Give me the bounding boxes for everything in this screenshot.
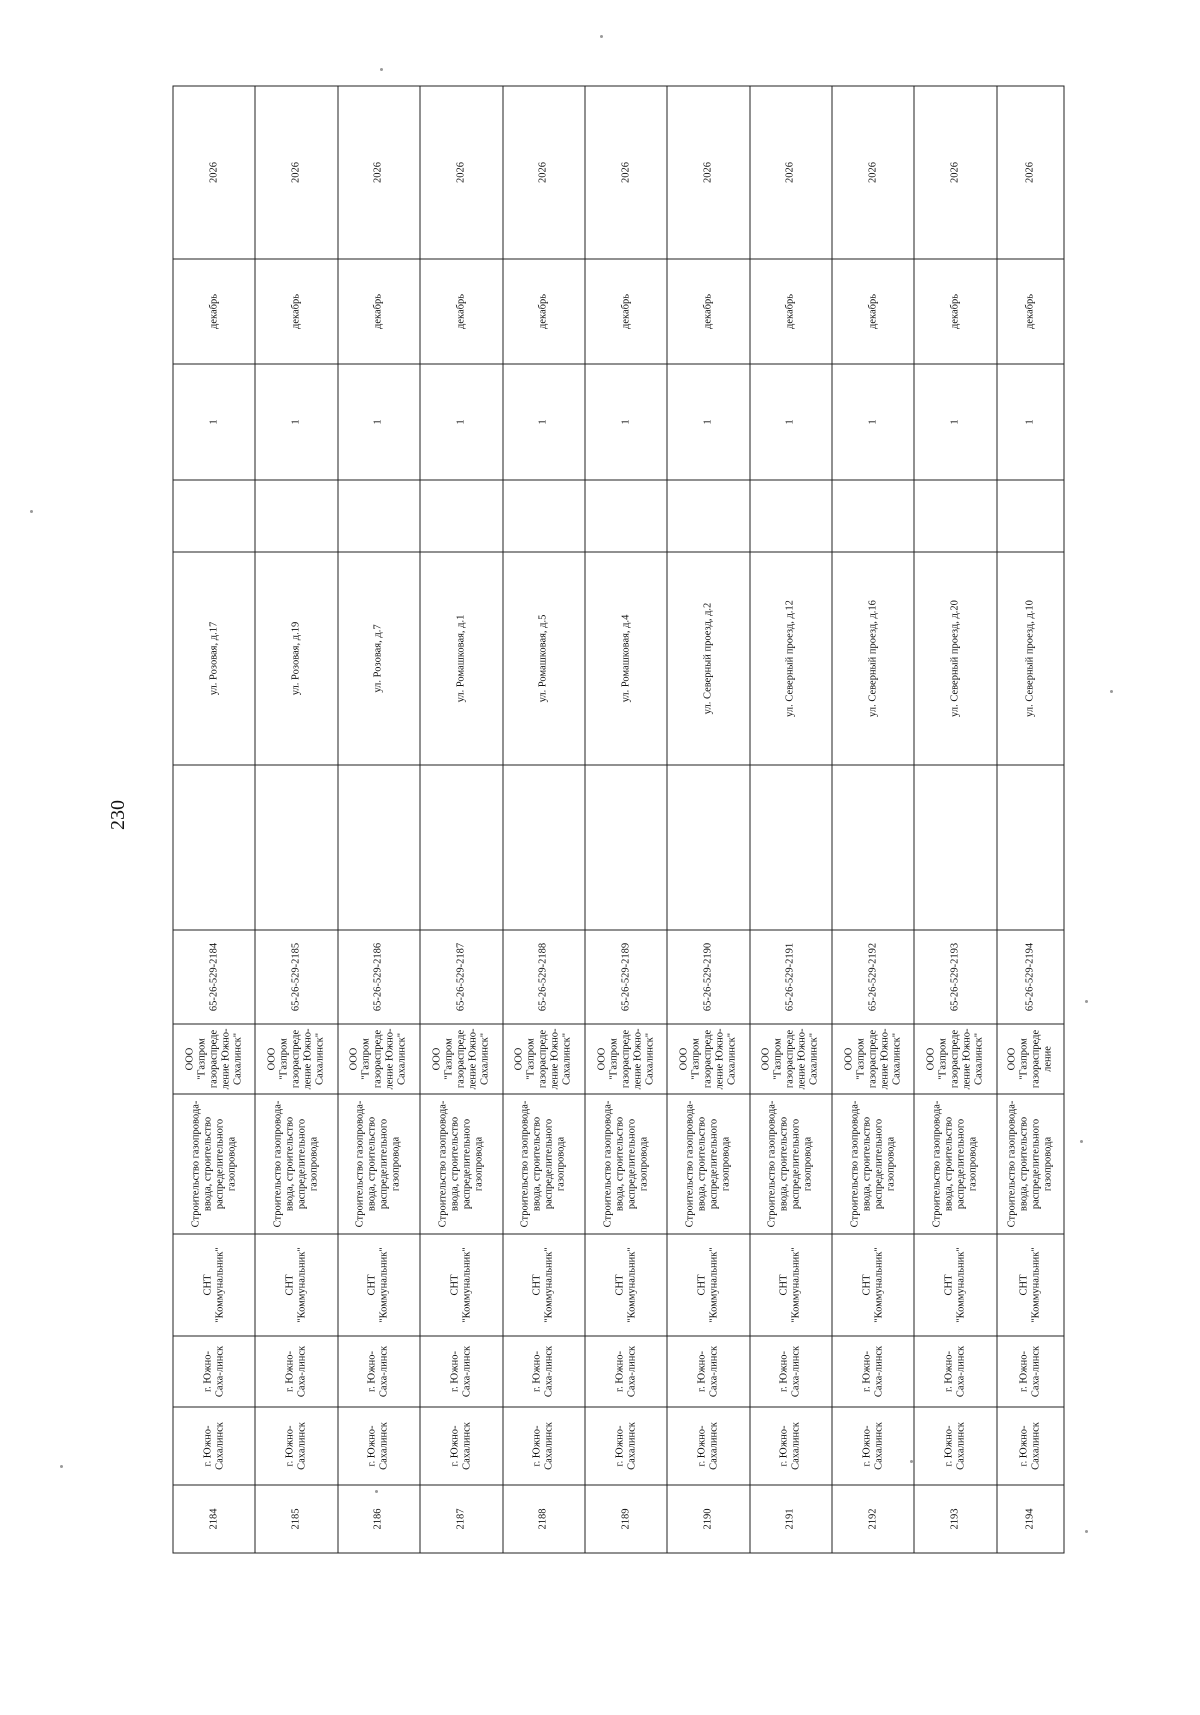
cell-work-description: Строительство газопровода-ввода, строительство распределительного газопровода bbox=[667, 1094, 749, 1234]
cell-empty bbox=[255, 480, 337, 552]
cell-month: декабрь bbox=[996, 259, 1063, 364]
cell-empty bbox=[173, 480, 255, 552]
cell-address: ул. Северный проезд, д.2 bbox=[667, 552, 749, 765]
cell-quantity: 1 bbox=[667, 364, 749, 480]
cell-organization: СНТ "Коммунальник" bbox=[914, 1234, 996, 1336]
cell-address: ул. Розовая, д.17 bbox=[173, 552, 255, 765]
table-row bbox=[914, 86, 996, 1553]
cell-object-code: 65-26-529-2194 bbox=[996, 930, 1063, 1024]
cell-object-code: 65-26-529-2191 bbox=[749, 930, 831, 1024]
cell-empty bbox=[749, 480, 831, 552]
cell-work-description: Строительство газопровода-ввода, строительство распределительного газопровода bbox=[420, 1094, 502, 1234]
cell-organization: СНТ "Коммунальник" bbox=[255, 1234, 337, 1336]
cell-quantity: 1 bbox=[749, 364, 831, 480]
cell-city: г. Южно-Сахалинск bbox=[914, 1407, 996, 1485]
cell-operator: ООО "Газпром газораспределение bbox=[996, 1024, 1063, 1094]
cell-city: г. Южно-Сахалинск bbox=[255, 1407, 337, 1485]
cell-city: г. Южно-Сахалинск bbox=[749, 1407, 831, 1485]
cell-empty bbox=[832, 480, 914, 552]
cell-empty bbox=[667, 480, 749, 552]
cell-object-code: 65-26-529-2186 bbox=[337, 930, 419, 1024]
cell-year: 2026 bbox=[502, 86, 584, 259]
cell-district: г. Южно-Саха-линск bbox=[584, 1336, 666, 1407]
cell-month: декабрь bbox=[584, 259, 666, 364]
table-body bbox=[173, 86, 1064, 1553]
cell-quantity: 1 bbox=[584, 364, 666, 480]
cell-empty bbox=[832, 765, 914, 930]
cell-object-code: 65-26-529-2192 bbox=[832, 930, 914, 1024]
cell-quantity: 1 bbox=[996, 364, 1063, 480]
cell-empty bbox=[584, 480, 666, 552]
table-row bbox=[337, 86, 419, 1553]
cell-month: декабрь bbox=[255, 259, 337, 364]
cell-year: 2026 bbox=[584, 86, 666, 259]
cell-empty bbox=[420, 765, 502, 930]
table-row bbox=[832, 86, 914, 1553]
cell-row-number: 2190 bbox=[667, 1485, 749, 1553]
table-row bbox=[255, 86, 337, 1553]
rotated-table-container bbox=[172, 87, 1064, 1554]
cell-empty bbox=[914, 480, 996, 552]
cell-district: г. Южно-Саха-линск bbox=[996, 1336, 1063, 1407]
cell-quantity: 1 bbox=[832, 364, 914, 480]
cell-object-code: 65-26-529-2193 bbox=[914, 930, 996, 1024]
cell-operator: ООО "Газпром газораспределение Южно-Сахалинск" bbox=[173, 1024, 255, 1094]
cell-year: 2026 bbox=[337, 86, 419, 259]
cell-operator: ООО "Газпром газораспределение Южно-Сахалинск" bbox=[420, 1024, 502, 1094]
cell-quantity: 1 bbox=[914, 364, 996, 480]
cell-year: 2026 bbox=[914, 86, 996, 259]
scan-speck bbox=[30, 510, 33, 513]
cell-empty bbox=[749, 765, 831, 930]
cell-work-description: Строительство газопровода-ввода, строительство распределительного газопровода bbox=[914, 1094, 996, 1234]
cell-address: ул. Розовая, д.19 bbox=[255, 552, 337, 765]
cell-month: декабрь bbox=[173, 259, 255, 364]
cell-organization: СНТ "Коммунальник" bbox=[832, 1234, 914, 1336]
cell-empty bbox=[667, 765, 749, 930]
cell-organization: СНТ "Коммунальник" bbox=[584, 1234, 666, 1336]
cell-row-number: 2191 bbox=[749, 1485, 831, 1553]
cell-work-description: Строительство газопровода-ввода, строительство распределительного газопровода bbox=[255, 1094, 337, 1234]
cell-work-description: Строительство газопровода-ввода, строительство распределительного газопровода bbox=[749, 1094, 831, 1234]
cell-month: декабрь bbox=[337, 259, 419, 364]
cell-year: 2026 bbox=[667, 86, 749, 259]
cell-month: декабрь bbox=[749, 259, 831, 364]
cell-empty bbox=[337, 480, 419, 552]
cell-address: ул. Северный проезд, д.12 bbox=[749, 552, 831, 765]
cell-empty bbox=[420, 480, 502, 552]
cell-operator: ООО "Газпром газораспределение Южно-Сахалинск" bbox=[914, 1024, 996, 1094]
cell-organization: СНТ "Коммунальник" bbox=[420, 1234, 502, 1336]
table-row bbox=[749, 86, 831, 1553]
cell-district: г. Южно-Саха-линск bbox=[749, 1336, 831, 1407]
cell-empty bbox=[337, 765, 419, 930]
cell-object-code: 65-26-529-2189 bbox=[584, 930, 666, 1024]
cell-quantity: 1 bbox=[420, 364, 502, 480]
cell-district: г. Южно-Саха-линск bbox=[173, 1336, 255, 1407]
cell-organization: СНТ "Коммунальник" bbox=[337, 1234, 419, 1336]
cell-address: ул. Северный проезд, д.20 bbox=[914, 552, 996, 765]
cell-row-number: 2184 bbox=[173, 1485, 255, 1553]
table-row bbox=[667, 86, 749, 1553]
cell-district: г. Южно-Саха-линск bbox=[667, 1336, 749, 1407]
cell-district: г. Южно-Саха-линск bbox=[502, 1336, 584, 1407]
gasification-register-table bbox=[172, 86, 1064, 1554]
cell-month: декабрь bbox=[420, 259, 502, 364]
cell-city: г. Южно-Сахалинск bbox=[832, 1407, 914, 1485]
table-row bbox=[996, 86, 1063, 1553]
cell-city: г. Южно-Сахалинск bbox=[667, 1407, 749, 1485]
cell-address: ул. Ромашковая, д.5 bbox=[502, 552, 584, 765]
cell-organization: СНТ "Коммунальник" bbox=[173, 1234, 255, 1336]
scan-speck bbox=[1110, 690, 1113, 693]
cell-address: ул. Северный проезд, д.16 bbox=[832, 552, 914, 765]
cell-object-code: 65-26-529-2185 bbox=[255, 930, 337, 1024]
table-row bbox=[420, 86, 502, 1553]
cell-quantity: 1 bbox=[255, 364, 337, 480]
cell-quantity: 1 bbox=[173, 364, 255, 480]
cell-object-code: 65-26-529-2190 bbox=[667, 930, 749, 1024]
cell-row-number: 2193 bbox=[914, 1485, 996, 1553]
cell-quantity: 1 bbox=[337, 364, 419, 480]
cell-work-description: Строительство газопровода-ввода, строительство распределительного газопровода bbox=[173, 1094, 255, 1234]
cell-city: г. Южно-Сахалинск bbox=[584, 1407, 666, 1485]
cell-operator: ООО "Газпром газораспределение Южно-Сахалинск" bbox=[832, 1024, 914, 1094]
cell-month: декабрь bbox=[832, 259, 914, 364]
table-row bbox=[502, 86, 584, 1553]
cell-empty bbox=[255, 765, 337, 930]
cell-row-number: 2185 bbox=[255, 1485, 337, 1553]
cell-operator: ООО "Газпром газораспределение Южно-Сахалинск" bbox=[255, 1024, 337, 1094]
cell-work-description: Строительство газопровода-ввода, строительство распределительного газопровода bbox=[337, 1094, 419, 1234]
cell-district: г. Южно-Саха-линск bbox=[337, 1336, 419, 1407]
cell-empty bbox=[502, 480, 584, 552]
cell-empty bbox=[584, 765, 666, 930]
scan-speck bbox=[375, 1490, 378, 1493]
cell-object-code: 65-26-529-2187 bbox=[420, 930, 502, 1024]
table-row bbox=[584, 86, 666, 1553]
cell-empty bbox=[502, 765, 584, 930]
cell-organization: СНТ "Коммунальник" bbox=[749, 1234, 831, 1336]
cell-city: г. Южно-Сахалинск bbox=[420, 1407, 502, 1485]
cell-year: 2026 bbox=[420, 86, 502, 259]
cell-empty bbox=[914, 765, 996, 930]
cell-address: ул. Ромашковая, д.1 bbox=[420, 552, 502, 765]
scan-speck bbox=[600, 35, 603, 38]
cell-empty bbox=[173, 765, 255, 930]
cell-district: г. Южно-Саха-линск bbox=[420, 1336, 502, 1407]
cell-empty bbox=[996, 480, 1063, 552]
cell-month: декабрь bbox=[667, 259, 749, 364]
scan-speck bbox=[910, 1460, 913, 1463]
cell-city: г. Южно-Сахалинск bbox=[996, 1407, 1063, 1485]
table-row bbox=[173, 86, 255, 1553]
cell-operator: ООО "Газпром газораспределение Южно-Сахалинск" bbox=[667, 1024, 749, 1094]
cell-district: г. Южно-Саха-линск bbox=[255, 1336, 337, 1407]
scan-speck bbox=[1085, 1530, 1088, 1533]
page-number: 230 bbox=[107, 800, 129, 830]
cell-object-code: 65-26-529-2188 bbox=[502, 930, 584, 1024]
scan-speck bbox=[380, 68, 383, 71]
cell-address: ул. Северный проезд, д.10 bbox=[996, 552, 1063, 765]
cell-work-description: Строительство газопровода-ввода, строительство распределительного газопровода bbox=[584, 1094, 666, 1234]
scan-speck bbox=[1080, 1140, 1083, 1143]
cell-year: 2026 bbox=[832, 86, 914, 259]
cell-object-code: 65-26-529-2184 bbox=[173, 930, 255, 1024]
cell-organization: СНТ "Коммунальник" bbox=[502, 1234, 584, 1336]
cell-address: ул. Розовая, д.7 bbox=[337, 552, 419, 765]
cell-operator: ООО "Газпром газораспределение Южно-Сахалинск" bbox=[337, 1024, 419, 1094]
cell-empty bbox=[996, 765, 1063, 930]
cell-year: 2026 bbox=[255, 86, 337, 259]
cell-operator: ООО "Газпром газораспределение Южно-Сахалинск" bbox=[749, 1024, 831, 1094]
cell-row-number: 2188 bbox=[502, 1485, 584, 1553]
cell-row-number: 2189 bbox=[584, 1485, 666, 1553]
cell-city: г. Южно-Сахалинск bbox=[173, 1407, 255, 1485]
cell-district: г. Южно-Саха-линск bbox=[832, 1336, 914, 1407]
cell-district: г. Южно-Саха-линск bbox=[914, 1336, 996, 1407]
cell-month: декабрь bbox=[914, 259, 996, 364]
cell-city: г. Южно-Сахалинск bbox=[337, 1407, 419, 1485]
cell-month: декабрь bbox=[502, 259, 584, 364]
cell-row-number: 2192 bbox=[832, 1485, 914, 1553]
cell-quantity: 1 bbox=[502, 364, 584, 480]
cell-operator: ООО "Газпром газораспределение Южно-Сахалинск" bbox=[502, 1024, 584, 1094]
cell-year: 2026 bbox=[173, 86, 255, 259]
scan-speck bbox=[60, 1465, 63, 1468]
cell-year: 2026 bbox=[749, 86, 831, 259]
cell-address: ул. Ромашковая, д.4 bbox=[584, 552, 666, 765]
scan-speck bbox=[1085, 1000, 1088, 1003]
cell-work-description: Строительство газопровода-ввода, строительство распределительного газопровода bbox=[996, 1094, 1063, 1234]
cell-work-description: Строительство газопровода-ввода, строительство распределительного газопровода bbox=[502, 1094, 584, 1234]
cell-row-number: 2187 bbox=[420, 1485, 502, 1553]
cell-work-description: Строительство газопровода-ввода, строительство распределительного газопровода bbox=[832, 1094, 914, 1234]
cell-operator: ООО "Газпром газораспределение Южно-Сахалинск" bbox=[584, 1024, 666, 1094]
cell-organization: СНТ "Коммунальник" bbox=[996, 1234, 1063, 1336]
cell-organization: СНТ "Коммунальник" bbox=[667, 1234, 749, 1336]
cell-row-number: 2194 bbox=[996, 1485, 1063, 1553]
cell-year: 2026 bbox=[996, 86, 1063, 259]
cell-row-number: 2186 bbox=[337, 1485, 419, 1553]
cell-city: г. Южно-Сахалинск bbox=[502, 1407, 584, 1485]
